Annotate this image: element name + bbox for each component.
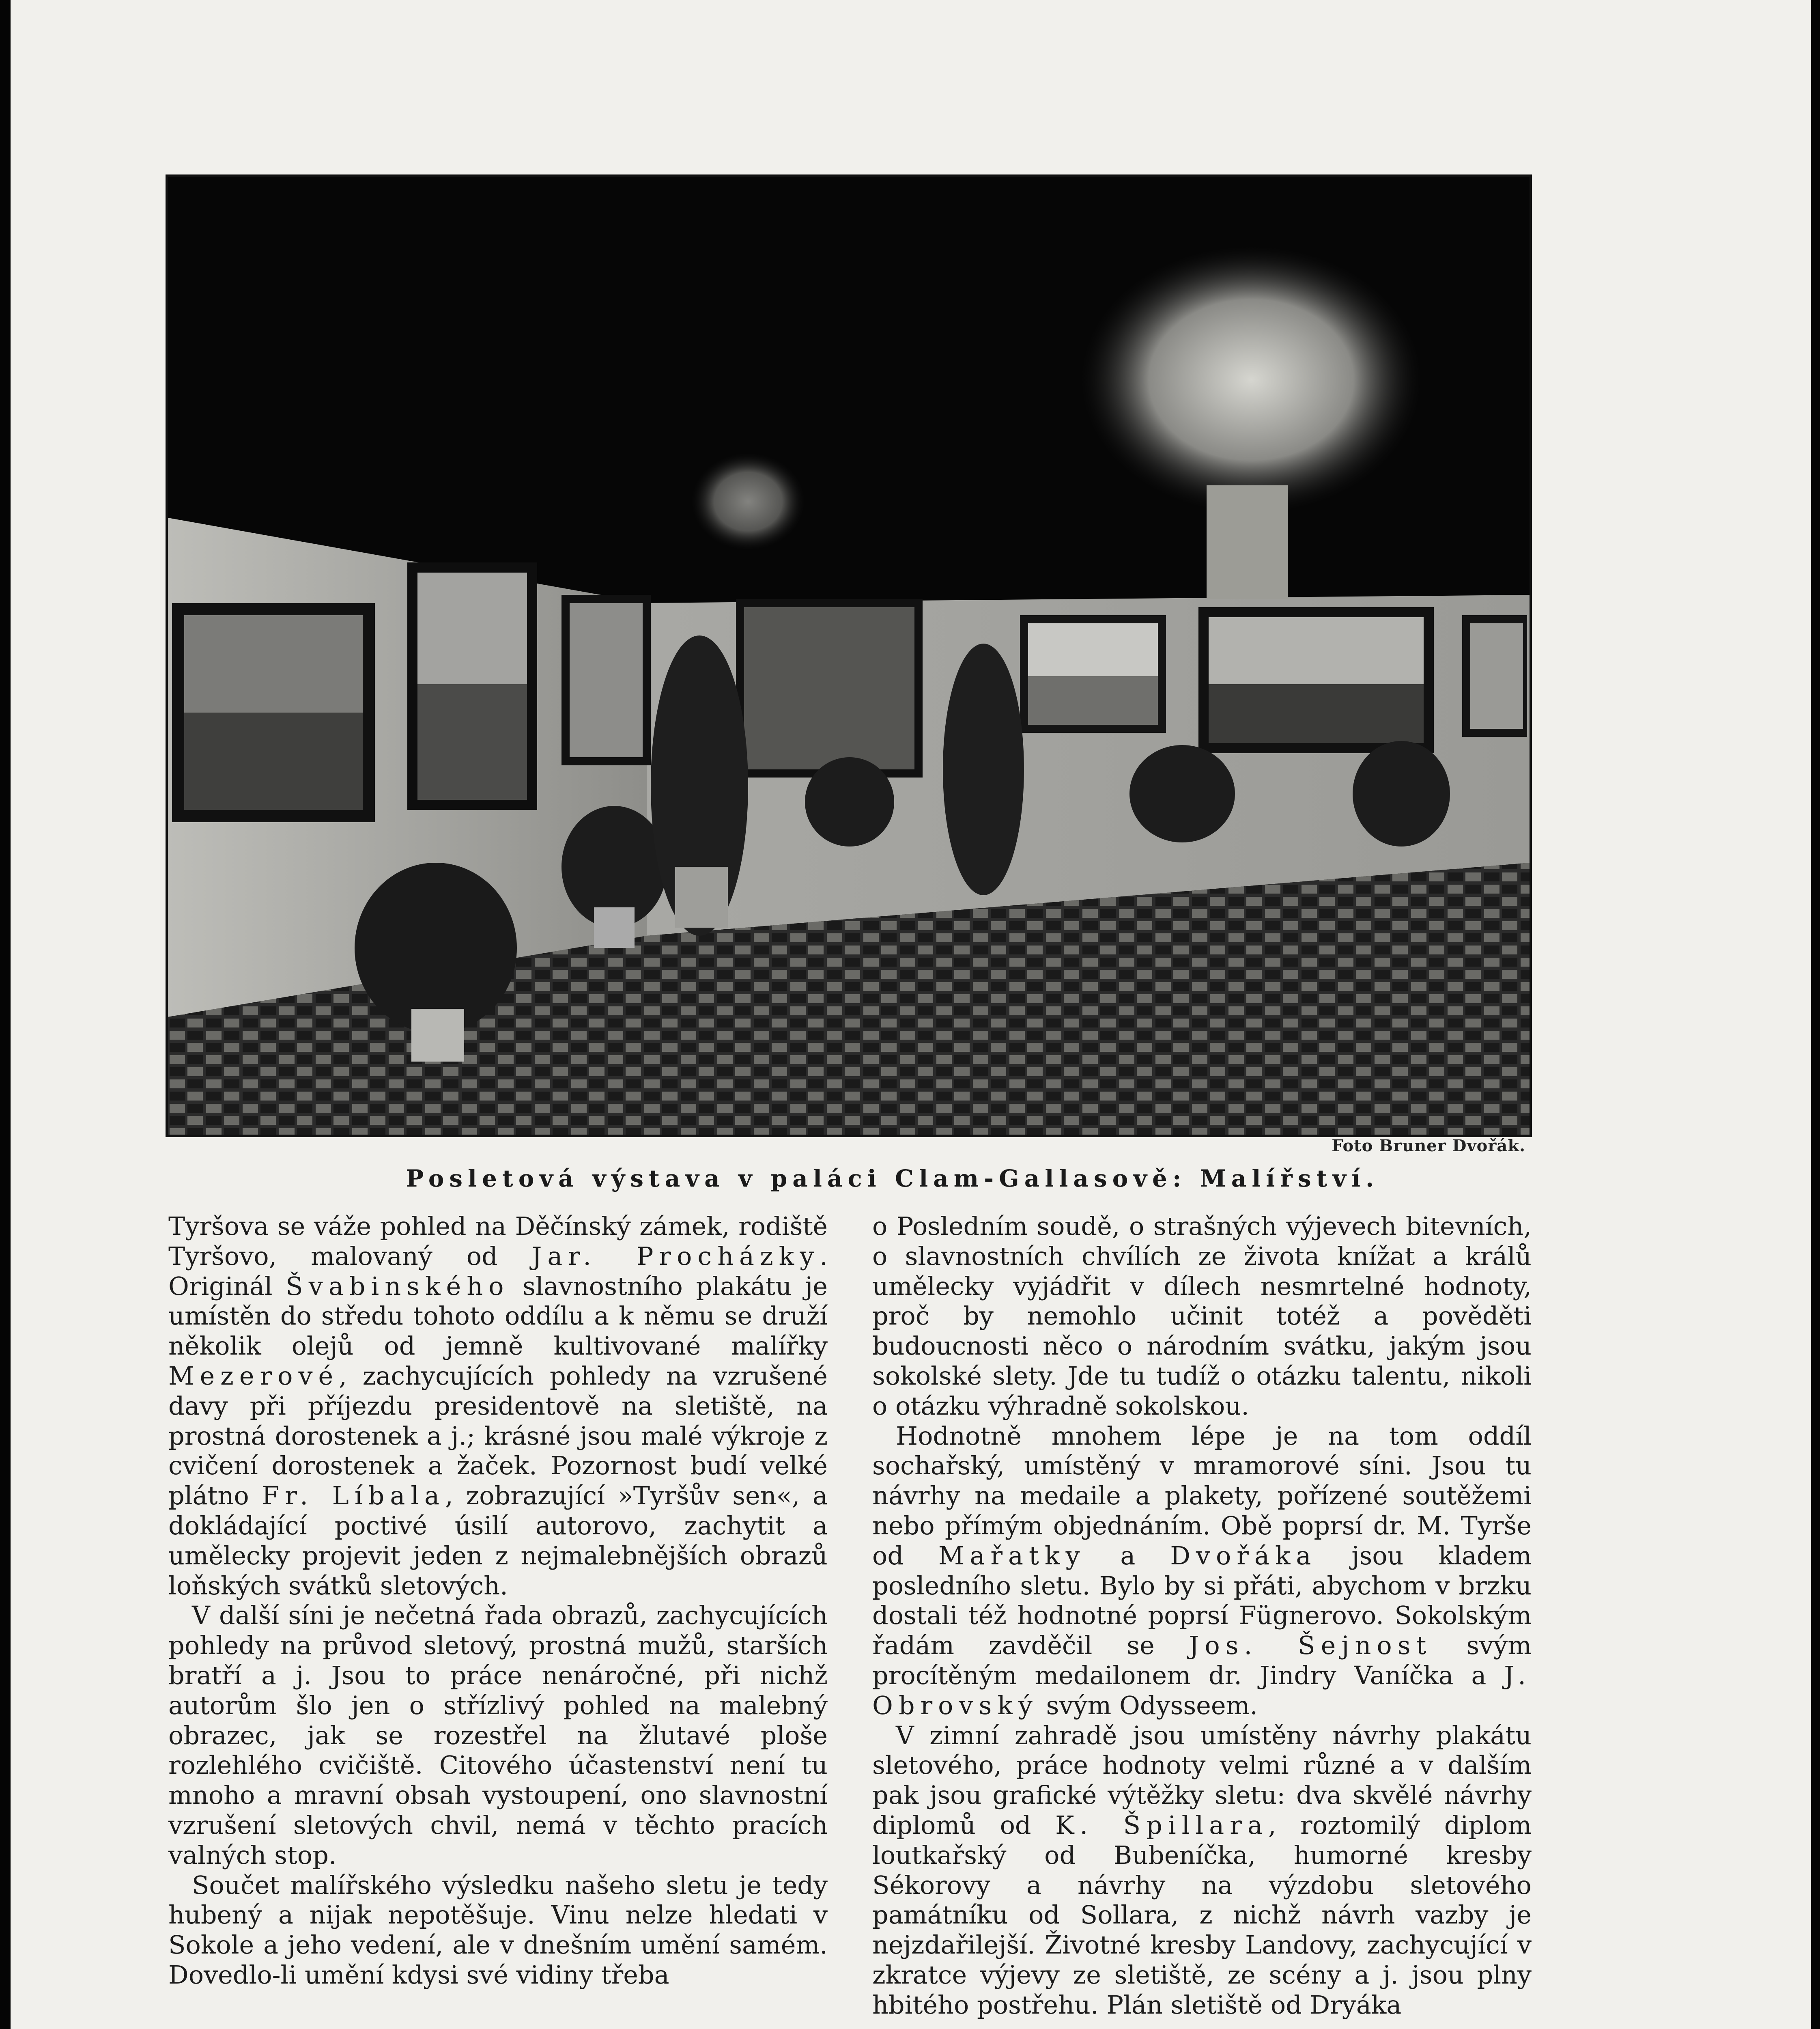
spaced-name: Jos. Šejnost [1189,1631,1432,1661]
photo-caption: Posletová výstava v paláci Clam-Gallasově: Malířství. [406,1165,1379,1192]
text-run: V zimní zahradě jsou umístěny návrhy plakátu sletového, práce hodnoty velmi různé a v dalším pak jsou grafické výtěžky sletu: dva skvělé návrhy diplomů od [872,1720,1532,1840]
spaced-name: K. Špillara [1055,1810,1268,1840]
scan-border-right [1811,0,1820,2029]
spaced-name: Mařatky [938,1540,1086,1570]
paragraph: Součet malířského výsledku našeho sletu je tedy hubený a nijak nepotěšuje. Vinu nelze hledati v Sokole a jeho vedení, ale v dnešním umění samém. Dovedlo-li umění kdysi své vidiny třeba [168,1870,828,1990]
text-run: svým Odysseem. [1038,1690,1258,1720]
spaced-name: Fr. Líbala [262,1481,445,1511]
text-run: , zobrazující »Tyršův sen«, a dokládající poctivé úsilí autorovo, zachytit a umělecky projevit jeden z nejmalebnějších obrazů loňských svátků sletových. [168,1481,828,1600]
text-run: a [1085,1540,1170,1570]
scan-border-left [0,0,11,2029]
text-run: . Originál [168,1241,828,1301]
text-run: Hodnotně mnohem lépe je na tom oddíl sochařský, umístěný v mramorové síni. Jsou tu návrhy na medaile a plakety, pořízené soutěžemi nebo přímým objednáním. Obě poprsí dr. M. Tyrše od [872,1421,1532,1570]
text-run: , zachycujících pohledy na vzrušené davy při příjezdu presidentově na sletiště, na prostná dorostenek a j.; krásné jsou malé výkroje z cvičení dorostenek a žaček. Pozornost budí velké plátno [168,1361,828,1511]
text-run: , roztomilý diplom loutkařský od Bubeníčka, humorné kresby Sékorovy a návrhy na výzdobu sletového památníku od Sollara, z nichž návrh vazby je nejzdařilejší. Životné kresby Landovy, zachycující v zkratce výjevy ze sletiště, ze scény a j. jsou plny hbitého postřehu. Plán sletiště od Dryáka [872,1810,1532,2020]
photo-credit: Foto Bruner Dvořák. [1332,1136,1525,1155]
text-run: svým procítěným medailonem dr. Jindry Vaníčka a [872,1631,1532,1690]
text-run: slavnostního plakátu je umístěn do středu tohoto oddílu a k němu se druží několik olejů od jemně kultivované malířky [168,1271,828,1361]
spaced-name: Švabinského [286,1271,510,1301]
exhibition-hall-photo [166,174,1532,1137]
paragraph [168,1211,828,1600]
text-run: Tyršova se váže pohled na Děčínský zámek, rodiště Tyršovo, malovaný od [168,1211,828,1271]
paragraph [872,1421,1532,1721]
text-run: jsou kladem posledního sletu. Bylo by si přáti, abychom v brzku dostali též hodnotné poprsí Fügnerovo. Sokolským řadám zavděčil se [872,1540,1532,1661]
spaced-name: Jar. Procházky [531,1241,820,1271]
spaced-name: J. Obrovský [872,1660,1532,1720]
spaced-name: Mezerové [168,1361,339,1391]
right-text-column [872,1211,1532,2029]
spaced-name: Dvořáka [1170,1540,1317,1570]
left-text-column [168,1211,828,2029]
paragraph: o Posledním soudě, o strašných výjevech bitevních, o slavnostních chvílích ze života knížat a králů umělecky vyjádřit v dílech nesmrtelné hodnoty, proč by nemohlo učinit totéž a pověděti budoucnosti něco o národním svátku, jakým jsou sokolské slety. Jde tu tudíž o otázku talentu, nikoli o otázku výhradně sokolskou. [872,1211,1532,1421]
paragraph: V další síni je nečetná řada obrazů, zachycujících pohledy na průvod sletový, prostná mužů, starších bratří a j. Jsou to práce nenáročné, při nichž autorům šlo jen o střízlivý pohled na malebný obrazec, jak se rozestřel na žlutavé ploše rozlehlého cvičiště. Citového účastenství není tu mnoho a mravní obsah vystoupení, ono slavnostní vzrušení sletových chvil, nemá v těchto pracích valných stop. [168,1600,828,1870]
paragraph [872,1721,1532,2020]
